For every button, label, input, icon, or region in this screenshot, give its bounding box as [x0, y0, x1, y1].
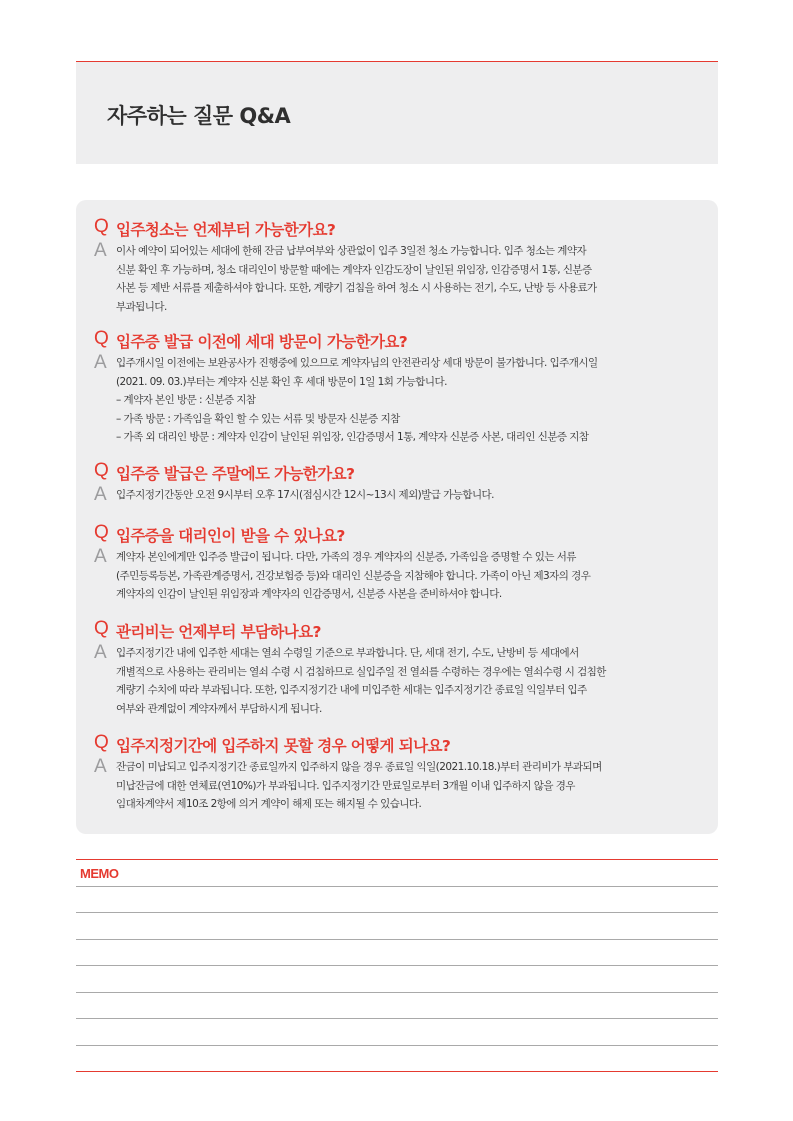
faq-item: [76, 328, 718, 447]
answer-line: 사본 등 제반 서류를 제출하셔야 합니다. 또한, 계량기 검침을 하여 청소 시 사용하는 전기, 수도, 난방 등 사용료가: [116, 282, 597, 294]
answer-line: 입주개시일 이전에는 보완공사가 진행중에 있으므로 계약자님의 안전관리상 세대 방문이 불가합니다. 입주개시일: [116, 357, 598, 369]
faq-item: [76, 216, 718, 316]
faq-answer: [116, 548, 700, 604]
answer-line: – 가족 외 대리인 방문 : 계약자 인감이 날인된 위임장, 인감증명서 1통, 계약자 신분증 사본, 대리인 신분증 지참: [116, 431, 589, 443]
question-icon: Q: [94, 732, 109, 753]
memo-line: [76, 886, 718, 887]
faq-item: [76, 522, 718, 604]
memo-line: [76, 1018, 718, 1019]
answer-line: 신분 확인 후 가능하며, 청소 대리인이 방문할 때에는 계약자 인감도장이 날인된 위임장, 인감증명서 1통, 신분증: [116, 263, 592, 276]
page-title: 자주하는 질문 Q&A: [107, 104, 291, 128]
faq-item: [76, 618, 718, 718]
answer-line: 미납잔금에 대한 연체료(연10%)가 부과됩니다. 입주지정기간 만료일로부터 3개월 이내 입주하지 않을 경우: [116, 779, 575, 792]
answer-icon: A: [94, 546, 107, 567]
memo-label: MEMO: [80, 866, 119, 881]
answer-line: (주민등록등본, 가족관계증명서, 건강보험증 등)와 대리인 신분증을 지참해야 합니다. 가족이 아닌 제3자의 경우: [116, 569, 591, 582]
faq-question: 입주지정기간에 입주하지 못할 경우 어떻게 되나요?: [116, 737, 451, 755]
faq-question: 입주청소는 언제부터 가능한가요?: [116, 221, 336, 239]
faq-answer: [116, 354, 700, 447]
answer-line: 계약자의 인감이 날인된 위임장과 계약자의 인감증명서, 신분증 사본을 준비하셔야 합니다.: [116, 588, 502, 600]
answer-line: 이사 예약이 되어있는 세대에 한해 잔금 납부여부와 상관없이 입주 3일전 청소 가능합니다. 입주 청소는 계약자: [116, 245, 587, 257]
memo-line: [76, 1045, 718, 1046]
memo-line: [76, 912, 718, 913]
answer-line: – 계약자 본인 방문 : 신분증 지참: [116, 394, 256, 406]
answer-line: 부과됩니다.: [116, 300, 167, 313]
answer-line: (2021. 09. 03.)부터는 계약자 신분 확인 후 세대 방문이 1일 1회 가능합니다.: [116, 375, 447, 388]
faq-answer: [116, 242, 700, 316]
faq-panel: [76, 200, 718, 834]
memo-divider: [76, 859, 718, 860]
answer-line: 임대차계약서 제10조 2항에 의거 계약이 해제 또는 해지될 수 있습니다.: [116, 798, 422, 810]
faq-answer: [116, 486, 700, 505]
memo-bottom-divider: [76, 1071, 718, 1072]
answer-line: 입주지정기간 내에 입주한 세대는 열쇠 수령일 기준으로 부과합니다. 단, 세대 전기, 수도, 난방비 등 세대에서: [116, 647, 579, 659]
answer-line: 잔금이 미납되고 입주지정기간 종료일까지 입주하지 않을 경우 종료일 익일(2021.10.18.)부터 관리비가 부과되며: [116, 761, 602, 773]
answer-icon: A: [94, 642, 107, 663]
question-icon: Q: [94, 522, 109, 543]
answer-line: 계약자 본인에게만 입주증 발급이 됩니다. 다만, 가족의 경우 계약자의 신분증, 가족임을 증명할 수 있는 서류: [116, 551, 576, 563]
answer-icon: A: [94, 484, 107, 505]
answer-icon: A: [94, 352, 107, 373]
faq-question: 관리비는 언제부터 부담하나요?: [116, 623, 321, 641]
faq-answer: [116, 758, 700, 814]
question-icon: Q: [94, 460, 109, 481]
faq-question: 입주증을 대리인이 받을 수 있나요?: [116, 527, 345, 545]
memo-line: [76, 965, 718, 966]
faq-item: [76, 732, 718, 814]
question-icon: Q: [94, 618, 109, 639]
memo-line: [76, 939, 718, 940]
answer-line: – 가족 방문 : 가족임을 확인 할 수 있는 서류 및 방문자 신분증 지참: [116, 412, 400, 425]
faq-question: 입주증 발급 이전에 세대 방문이 가능한가요?: [116, 333, 408, 351]
page-header: [76, 61, 718, 164]
question-icon: Q: [94, 216, 109, 237]
answer-line: 개별적으로 사용하는 관리비는 열쇠 수령 시 검침하므로 실입주일 전 열쇠를 수령하는 경우에는 열쇠수령 시 검침한: [116, 665, 606, 678]
answer-line: 입주지정기간동안 오전 9시부터 오후 17시(점심시간 12시~13시 제외)발급 가능합니다.: [116, 489, 494, 501]
memo-line: [76, 992, 718, 993]
answer-icon: A: [94, 756, 107, 777]
faq-item: [76, 460, 718, 505]
question-icon: Q: [94, 328, 109, 349]
answer-line: 계량기 수치에 따라 부과됩니다. 또한, 입주지정기간 내에 미입주한 세대는 입주지정기간 종료일 익일부터 입주: [116, 684, 587, 696]
faq-question: 입주증 발급은 주말에도 가능한가요?: [116, 465, 355, 483]
faq-answer: [116, 644, 700, 718]
answer-line: 여부와 관계없이 계약자께서 부담하시게 됩니다.: [116, 702, 322, 715]
answer-icon: A: [94, 240, 107, 261]
